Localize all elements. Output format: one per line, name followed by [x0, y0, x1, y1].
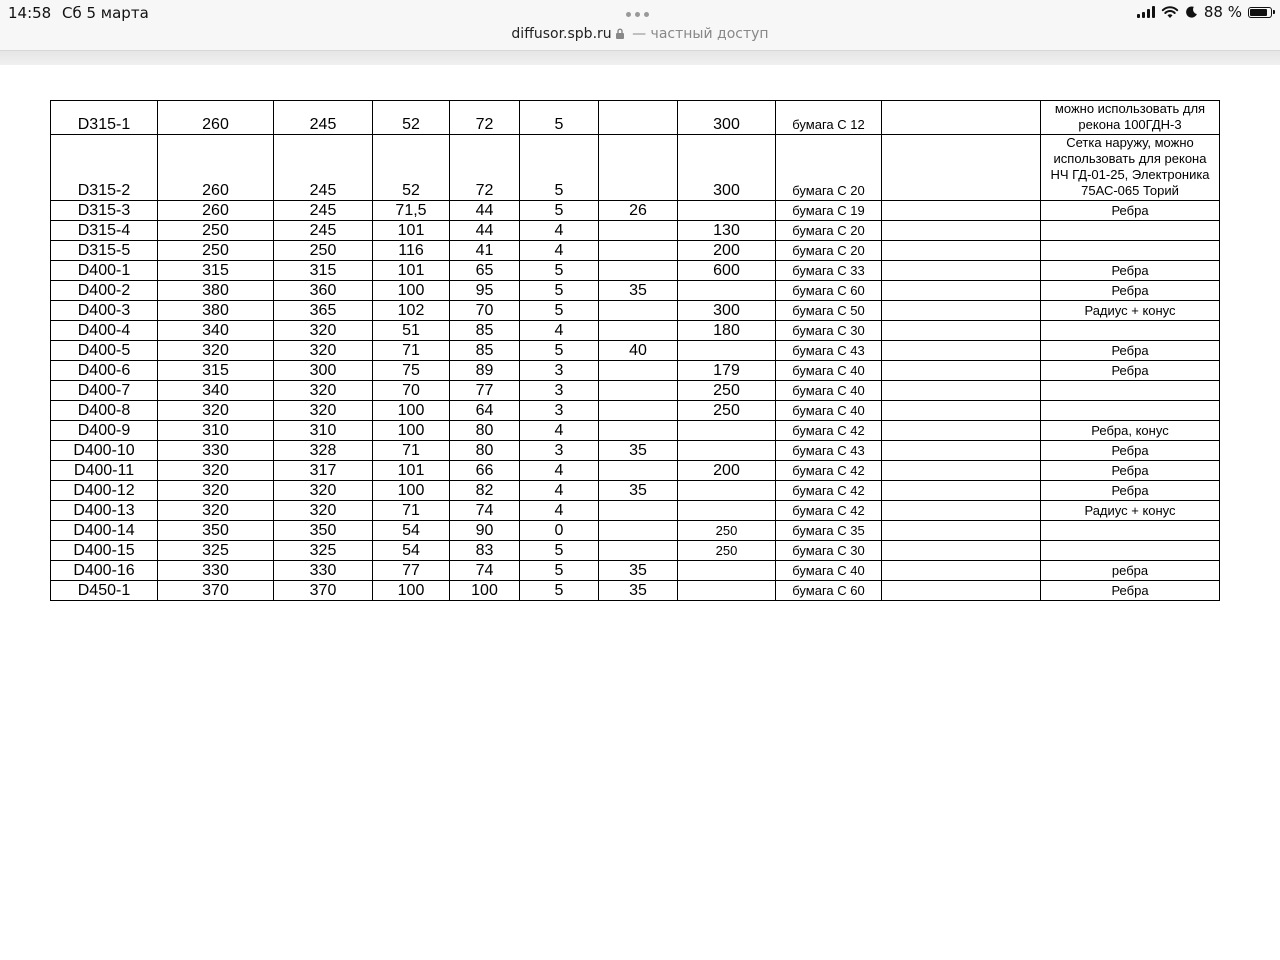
note-cell: можно использовать для рекона 100ГДН-3: [1041, 101, 1220, 135]
value-cell-7: 300: [678, 101, 776, 135]
value-cell-5: 4: [520, 481, 599, 501]
note-cell: ребра: [1041, 561, 1220, 581]
value-cell-5: 4: [520, 241, 599, 261]
value-cell-3: 52: [373, 135, 450, 201]
table-row: [51, 201, 1220, 221]
paper-cell: бумага С 60: [776, 281, 882, 301]
value-cell-2: 320: [274, 321, 373, 341]
value-cell-1: 320: [158, 461, 274, 481]
note-cell: Ребра: [1041, 441, 1220, 461]
value-cell-6: [599, 541, 678, 561]
value-cell-4: 65: [450, 261, 520, 281]
value-cell-4: 44: [450, 221, 520, 241]
value-cell-4: 70: [450, 301, 520, 321]
value-cell-3: 101: [373, 461, 450, 481]
moon-icon: [1185, 5, 1198, 19]
model-cell: D400-14: [51, 521, 158, 541]
table-row: [51, 135, 1220, 201]
value-cell-3: 100: [373, 401, 450, 421]
lock-icon: [615, 28, 625, 39]
value-cell-5: 3: [520, 381, 599, 401]
table-row: [51, 501, 1220, 521]
paper-cell: бумага С 20: [776, 135, 882, 201]
value-cell-6: 35: [599, 281, 678, 301]
value-cell-6: [599, 401, 678, 421]
value-cell-6: [599, 241, 678, 261]
note-cell: [1041, 321, 1220, 341]
model-cell: D400-3: [51, 301, 158, 321]
value-cell-2: 320: [274, 401, 373, 421]
note-cell: Ребра: [1041, 341, 1220, 361]
empty-cell: [882, 261, 1041, 281]
value-cell-6: [599, 221, 678, 241]
model-cell: D315-2: [51, 135, 158, 201]
value-cell-3: 100: [373, 421, 450, 441]
paper-cell: бумага С 19: [776, 201, 882, 221]
value-cell-3: 77: [373, 561, 450, 581]
value-cell-7: [678, 561, 776, 581]
paper-cell: бумага С 30: [776, 321, 882, 341]
value-cell-5: 5: [520, 281, 599, 301]
value-cell-5: 4: [520, 421, 599, 441]
value-cell-7: 200: [678, 461, 776, 481]
value-cell-5: 5: [520, 261, 599, 281]
value-cell-3: 52: [373, 101, 450, 135]
value-cell-3: 75: [373, 361, 450, 381]
value-cell-1: 310: [158, 421, 274, 441]
url-line[interactable]: [0, 26, 1280, 42]
value-cell-6: [599, 321, 678, 341]
value-cell-1: 340: [158, 321, 274, 341]
value-cell-6: 35: [599, 581, 678, 601]
value-cell-6: 35: [599, 481, 678, 501]
value-cell-6: 35: [599, 441, 678, 461]
wifi-icon: [1161, 5, 1179, 19]
value-cell-4: 100: [450, 581, 520, 601]
empty-cell: [882, 281, 1041, 301]
empty-cell: [882, 101, 1041, 135]
value-cell-4: 41: [450, 241, 520, 261]
diffuser-table: [50, 100, 1220, 601]
table-row: [51, 341, 1220, 361]
model-cell: D315-3: [51, 201, 158, 221]
value-cell-2: 360: [274, 281, 373, 301]
value-cell-4: 64: [450, 401, 520, 421]
value-cell-5: 4: [520, 321, 599, 341]
empty-cell: [882, 301, 1041, 321]
value-cell-3: 54: [373, 521, 450, 541]
value-cell-7: 200: [678, 241, 776, 261]
empty-cell: [882, 381, 1041, 401]
value-cell-2: 320: [274, 381, 373, 401]
value-cell-1: 260: [158, 101, 274, 135]
value-cell-3: 71,5: [373, 201, 450, 221]
value-cell-1: 340: [158, 381, 274, 401]
table-row: [51, 541, 1220, 561]
empty-cell: [882, 135, 1041, 201]
value-cell-4: 66: [450, 461, 520, 481]
paper-cell: бумага С 42: [776, 481, 882, 501]
dots-icon[interactable]: [626, 12, 649, 17]
value-cell-4: 74: [450, 501, 520, 521]
url-domain[interactable]: diffusor.spb.ru: [511, 26, 612, 42]
paper-cell: бумага С 35: [776, 521, 882, 541]
value-cell-2: 310: [274, 421, 373, 441]
empty-cell: [882, 321, 1041, 341]
value-cell-3: 51: [373, 321, 450, 341]
table-row: [51, 241, 1220, 261]
table-row: [51, 521, 1220, 541]
empty-cell: [882, 501, 1041, 521]
value-cell-5: 0: [520, 521, 599, 541]
value-cell-5: 5: [520, 561, 599, 581]
paper-cell: бумага С 42: [776, 421, 882, 441]
note-cell: [1041, 221, 1220, 241]
value-cell-7: 600: [678, 261, 776, 281]
table-row: [51, 581, 1220, 601]
toolbar-separator: [0, 50, 1280, 66]
value-cell-7: 250: [678, 401, 776, 421]
model-cell: D400-8: [51, 401, 158, 421]
value-cell-2: 250: [274, 241, 373, 261]
value-cell-7: 250: [678, 541, 776, 561]
value-cell-6: [599, 461, 678, 481]
value-cell-5: 5: [520, 541, 599, 561]
value-cell-5: 5: [520, 581, 599, 601]
paper-cell: бумага С 43: [776, 441, 882, 461]
note-cell: Радиус + конус: [1041, 501, 1220, 521]
url-note: — частный доступ: [627, 26, 769, 42]
model-cell: D400-10: [51, 441, 158, 461]
value-cell-6: [599, 381, 678, 401]
empty-cell: [882, 481, 1041, 501]
value-cell-5: 4: [520, 501, 599, 521]
value-cell-4: 72: [450, 135, 520, 201]
note-cell: [1041, 401, 1220, 421]
paper-cell: бумага С 30: [776, 541, 882, 561]
value-cell-6: [599, 261, 678, 281]
value-cell-6: [599, 421, 678, 441]
value-cell-3: 101: [373, 261, 450, 281]
value-cell-3: 116: [373, 241, 450, 261]
model-cell: D400-12: [51, 481, 158, 501]
paper-cell: бумага С 40: [776, 381, 882, 401]
battery-fill: [1250, 9, 1267, 16]
value-cell-1: 320: [158, 501, 274, 521]
value-cell-2: 320: [274, 341, 373, 361]
battery-icon: [1248, 7, 1272, 18]
value-cell-1: 380: [158, 301, 274, 321]
note-cell: Сетка наружу, можно использовать для рекона НЧ ГД-01-25, Электроника 75АС-065 Торий: [1041, 135, 1220, 201]
empty-cell: [882, 581, 1041, 601]
value-cell-7: [678, 441, 776, 461]
value-cell-2: 245: [274, 135, 373, 201]
table-row: [51, 301, 1220, 321]
empty-cell: [882, 541, 1041, 561]
value-cell-6: 40: [599, 341, 678, 361]
value-cell-5: 3: [520, 441, 599, 461]
value-cell-2: 365: [274, 301, 373, 321]
value-cell-7: 250: [678, 521, 776, 541]
value-cell-1: 250: [158, 221, 274, 241]
table-row: [51, 261, 1220, 281]
value-cell-1: 315: [158, 361, 274, 381]
note-cell: Ребра: [1041, 201, 1220, 221]
note-cell: [1041, 381, 1220, 401]
note-cell: Ребра: [1041, 361, 1220, 381]
model-cell: D315-4: [51, 221, 158, 241]
note-cell: Ребра: [1041, 461, 1220, 481]
model-cell: D400-6: [51, 361, 158, 381]
paper-cell: бумага С 40: [776, 361, 882, 381]
signal-icon: [1137, 6, 1155, 18]
value-cell-7: [678, 281, 776, 301]
note-cell: Ребра: [1041, 281, 1220, 301]
table-row: [51, 281, 1220, 301]
value-cell-3: 101: [373, 221, 450, 241]
empty-cell: [882, 241, 1041, 261]
value-cell-5: 5: [520, 341, 599, 361]
value-cell-2: 330: [274, 561, 373, 581]
value-cell-4: 89: [450, 361, 520, 381]
empty-cell: [882, 361, 1041, 381]
value-cell-4: 80: [450, 421, 520, 441]
paper-cell: бумага С 42: [776, 501, 882, 521]
value-cell-7: 130: [678, 221, 776, 241]
model-cell: D400-13: [51, 501, 158, 521]
empty-cell: [882, 461, 1041, 481]
note-cell: Ребра: [1041, 581, 1220, 601]
value-cell-7: [678, 501, 776, 521]
empty-cell: [882, 421, 1041, 441]
model-cell: D400-16: [51, 561, 158, 581]
value-cell-3: 102: [373, 301, 450, 321]
value-cell-6: [599, 521, 678, 541]
value-cell-3: 71: [373, 501, 450, 521]
value-cell-7: [678, 581, 776, 601]
value-cell-6: [599, 135, 678, 201]
value-cell-1: 380: [158, 281, 274, 301]
value-cell-3: 71: [373, 441, 450, 461]
value-cell-7: [678, 481, 776, 501]
note-cell: [1041, 241, 1220, 261]
value-cell-4: 85: [450, 321, 520, 341]
empty-cell: [882, 341, 1041, 361]
value-cell-2: 315: [274, 261, 373, 281]
paper-cell: бумага С 40: [776, 561, 882, 581]
value-cell-2: 300: [274, 361, 373, 381]
model-cell: D315-1: [51, 101, 158, 135]
table-body: [51, 101, 1220, 601]
value-cell-4: 85: [450, 341, 520, 361]
value-cell-4: 83: [450, 541, 520, 561]
paper-cell: бумага С 50: [776, 301, 882, 321]
value-cell-2: 350: [274, 521, 373, 541]
table-row: [51, 101, 1220, 135]
value-cell-2: 245: [274, 101, 373, 135]
empty-cell: [882, 401, 1041, 421]
value-cell-3: 100: [373, 581, 450, 601]
table-row: [51, 421, 1220, 441]
value-cell-5: 3: [520, 361, 599, 381]
table-row: [51, 481, 1220, 501]
paper-cell: бумага С 42: [776, 461, 882, 481]
value-cell-5: 5: [520, 101, 599, 135]
value-cell-5: 4: [520, 461, 599, 481]
table-row: [51, 561, 1220, 581]
note-cell: Радиус + конус: [1041, 301, 1220, 321]
value-cell-1: 260: [158, 201, 274, 221]
table-row: [51, 321, 1220, 341]
value-cell-6: [599, 101, 678, 135]
model-cell: D400-5: [51, 341, 158, 361]
value-cell-1: 325: [158, 541, 274, 561]
paper-cell: бумага С 60: [776, 581, 882, 601]
empty-cell: [882, 221, 1041, 241]
value-cell-6: 26: [599, 201, 678, 221]
value-cell-5: 3: [520, 401, 599, 421]
table-row: [51, 441, 1220, 461]
value-cell-1: 330: [158, 561, 274, 581]
value-cell-2: 245: [274, 201, 373, 221]
model-cell: D400-1: [51, 261, 158, 281]
value-cell-7: [678, 421, 776, 441]
paper-cell: бумага С 12: [776, 101, 882, 135]
table-row: [51, 401, 1220, 421]
value-cell-4: 90: [450, 521, 520, 541]
model-cell: D400-15: [51, 541, 158, 561]
value-cell-2: 317: [274, 461, 373, 481]
value-cell-7: [678, 341, 776, 361]
note-cell: [1041, 541, 1220, 561]
value-cell-5: 5: [520, 201, 599, 221]
value-cell-3: 70: [373, 381, 450, 401]
value-cell-3: 100: [373, 281, 450, 301]
note-cell: Ребра, конус: [1041, 421, 1220, 441]
value-cell-4: 44: [450, 201, 520, 221]
value-cell-6: 35: [599, 561, 678, 581]
page-content: [0, 65, 1280, 960]
model-cell: D400-4: [51, 321, 158, 341]
value-cell-4: 95: [450, 281, 520, 301]
value-cell-1: 250: [158, 241, 274, 261]
model-cell: D400-9: [51, 421, 158, 441]
value-cell-2: 320: [274, 481, 373, 501]
table-row: [51, 461, 1220, 481]
value-cell-1: 370: [158, 581, 274, 601]
table-row: [51, 221, 1220, 241]
model-cell: D400-2: [51, 281, 158, 301]
value-cell-2: 328: [274, 441, 373, 461]
value-cell-2: 320: [274, 501, 373, 521]
value-cell-1: 320: [158, 481, 274, 501]
status-date: Сб 5 марта: [62, 4, 149, 22]
value-cell-7: 300: [678, 135, 776, 201]
value-cell-3: 100: [373, 481, 450, 501]
value-cell-4: 80: [450, 441, 520, 461]
model-cell: D400-11: [51, 461, 158, 481]
value-cell-7: [678, 201, 776, 221]
paper-cell: бумага С 40: [776, 401, 882, 421]
model-cell: D450-1: [51, 581, 158, 601]
paper-cell: бумага С 43: [776, 341, 882, 361]
paper-cell: бумага С 20: [776, 241, 882, 261]
model-cell: D315-5: [51, 241, 158, 261]
empty-cell: [882, 201, 1041, 221]
value-cell-6: [599, 501, 678, 521]
value-cell-6: [599, 301, 678, 321]
value-cell-5: 5: [520, 301, 599, 321]
value-cell-5: 4: [520, 221, 599, 241]
paper-cell: бумага С 33: [776, 261, 882, 281]
value-cell-3: 54: [373, 541, 450, 561]
note-cell: [1041, 521, 1220, 541]
table-row: [51, 381, 1220, 401]
value-cell-1: 320: [158, 341, 274, 361]
value-cell-7: 300: [678, 301, 776, 321]
empty-cell: [882, 521, 1041, 541]
value-cell-1: 260: [158, 135, 274, 201]
note-cell: Ребра: [1041, 261, 1220, 281]
battery-percent: 88 %: [1203, 3, 1242, 21]
value-cell-2: 370: [274, 581, 373, 601]
value-cell-3: 71: [373, 341, 450, 361]
note-cell: Ребра: [1041, 481, 1220, 501]
value-cell-4: 77: [450, 381, 520, 401]
value-cell-2: 325: [274, 541, 373, 561]
paper-cell: бумага С 20: [776, 221, 882, 241]
value-cell-1: 320: [158, 401, 274, 421]
value-cell-4: 74: [450, 561, 520, 581]
value-cell-6: [599, 361, 678, 381]
value-cell-1: 330: [158, 441, 274, 461]
table-row: [51, 361, 1220, 381]
value-cell-4: 72: [450, 101, 520, 135]
value-cell-2: 245: [274, 221, 373, 241]
value-cell-1: 315: [158, 261, 274, 281]
empty-cell: [882, 441, 1041, 461]
status-time: 14:58: [8, 4, 52, 22]
value-cell-7: 250: [678, 381, 776, 401]
model-cell: D400-7: [51, 381, 158, 401]
status-indicators: [1137, 3, 1272, 21]
value-cell-7: 180: [678, 321, 776, 341]
value-cell-4: 82: [450, 481, 520, 501]
empty-cell: [882, 561, 1041, 581]
url-bar[interactable]: [0, 26, 1280, 50]
value-cell-5: 5: [520, 135, 599, 201]
value-cell-7: 179: [678, 361, 776, 381]
value-cell-1: 350: [158, 521, 274, 541]
